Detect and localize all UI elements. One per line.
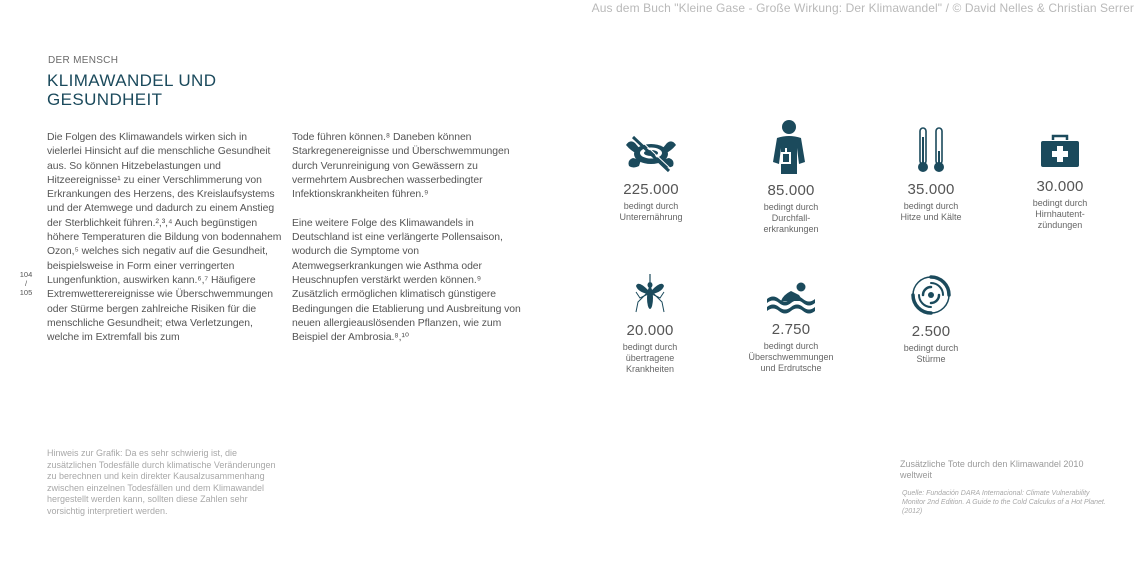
section-label: DER MENSCH bbox=[48, 55, 119, 66]
body-paragraph: Die Folgen des Klimawandels wirken sich in vielerlei Hinsicht auf die menschliche Gesundheit aus. So können Hitzebelastungen und Hitzeereignisse¹ zu einer Verschlimmerung von Erkrankungen des Herzens, des Kreislaufsystems und der Atemwege und dadurch zu einem Anstieg der Sterblichkeit führen.²,³,⁴ Auch begünstigen höhere Temperaturen die Bildung von bodennahem Ozon,⁵ welches sich negativ auf die Gesundheit, beispielsweise in Form einer verringerten Lungenfunktion, auswirken kann.⁶,⁷ Häufigere Extremwetterereignisse wie Überschwemmungen oder Stürme bergen zahlreiche Risiken für die menschliche Gesundheit; etwa Verletzungen, welche im Extremfall bis zum bbox=[47, 132, 282, 344]
stat-label: bedingt durch Hirnhautent- zündungen bbox=[1032, 198, 1088, 230]
stat-value: 35.000 bbox=[907, 181, 955, 198]
stat-diarrhea bbox=[721, 118, 861, 235]
page-number-left: 104 bbox=[19, 270, 33, 279]
stat-meningitis bbox=[990, 134, 1130, 231]
stat-label: bedingt durch übertragene Krankheiten bbox=[622, 342, 678, 374]
graphic-caption: Zusätzliche Tote durch den Klimawandel 2010 weltweit bbox=[900, 459, 1084, 480]
body-column-2 bbox=[292, 131, 528, 360]
stat-value: 85.000 bbox=[767, 182, 815, 199]
stat-value: 20.000 bbox=[626, 322, 674, 339]
stat-heat-cold bbox=[861, 125, 1001, 223]
stat-storms bbox=[861, 273, 1001, 365]
source-citation: Quelle: Fundación DARA Internacional: Climate Vulnerability Monitor 2nd Edition. A Guide to the Cold Calculus of a Hot Planet. (2012) bbox=[902, 490, 1106, 515]
stat-label: bedingt durch Stürme bbox=[903, 343, 959, 364]
body-paragraph: Tode führen können.⁸ Daneben können Starkregenereignisse und Überschwemmungen durch Verunreinigung von Gewässern zu vermehrtem Ausbrechen wasserbedingter Infektionskrankheiten führen.⁹ bbox=[292, 132, 510, 201]
empty-plate-icon bbox=[623, 131, 679, 175]
thermometer-icon bbox=[916, 125, 946, 175]
flood-icon bbox=[765, 281, 817, 315]
stat-value: 2.500 bbox=[911, 323, 951, 340]
stat-value: 2.750 bbox=[771, 321, 811, 338]
stat-label: bedingt durch Unterernährung bbox=[619, 201, 683, 222]
body-column-1 bbox=[47, 131, 283, 360]
stat-value: 30.000 bbox=[1036, 178, 1084, 195]
page-number-right: 105 bbox=[19, 288, 33, 297]
stat-label: bedingt durch Durchfall- erkrankungen bbox=[763, 202, 819, 234]
page-numbers bbox=[14, 270, 38, 297]
storm-icon bbox=[909, 273, 953, 317]
stat-vector-diseases bbox=[580, 272, 720, 375]
stat-value: 225.000 bbox=[623, 181, 679, 198]
page-number-separator: / bbox=[24, 279, 28, 288]
body-paragraph: Eine weitere Folge des Klimawandels in Deutschland ist eine verlängerte Pollensaison, wodurch die Symptome von Atemwegserkrankungen wie Asthma oder Heuschnupfen verstärkt werden können.⁹ Zusätzlich ermöglichen klimatisch günstigere Bedingungen die Etablierung und Ausbreitung von neuen allergieauslösenden Pflanzen, wie zum Beispiel der Ambrosia.⁸,¹⁰ bbox=[292, 217, 521, 344]
stat-floods bbox=[721, 281, 861, 374]
stat-malnutrition bbox=[581, 131, 721, 223]
first-aid-kit-icon bbox=[1039, 134, 1081, 172]
graphic-hint: Hinweis zur Grafik: Da es sehr schwierig ist, die zusätzlichen Todesfälle durch klimatische Veränderungen zu berechnen und kein direkter Kausalzusammenhang zwischen einzelnen Todesfällen und dem Klimawandel hergestellt werden kann, sollten diese Zahlen sehr vorsichtig interpretiert werden. bbox=[47, 448, 276, 516]
stat-label: bedingt durch Hitze und Kälte bbox=[900, 201, 962, 222]
mosquito-icon bbox=[633, 272, 667, 316]
page-title: KLIMAWANDEL UND GESUNDHEIT bbox=[47, 71, 217, 109]
copyright-credit: Aus dem Buch "Kleine Gase - Große Wirkung: Der Klimawandel" / © David Nelles & Christian Serrer bbox=[591, 1, 1134, 15]
sick-person-icon bbox=[769, 118, 813, 176]
stat-label: bedingt durch Überschwemmungen und Erdrutsche bbox=[748, 341, 834, 373]
